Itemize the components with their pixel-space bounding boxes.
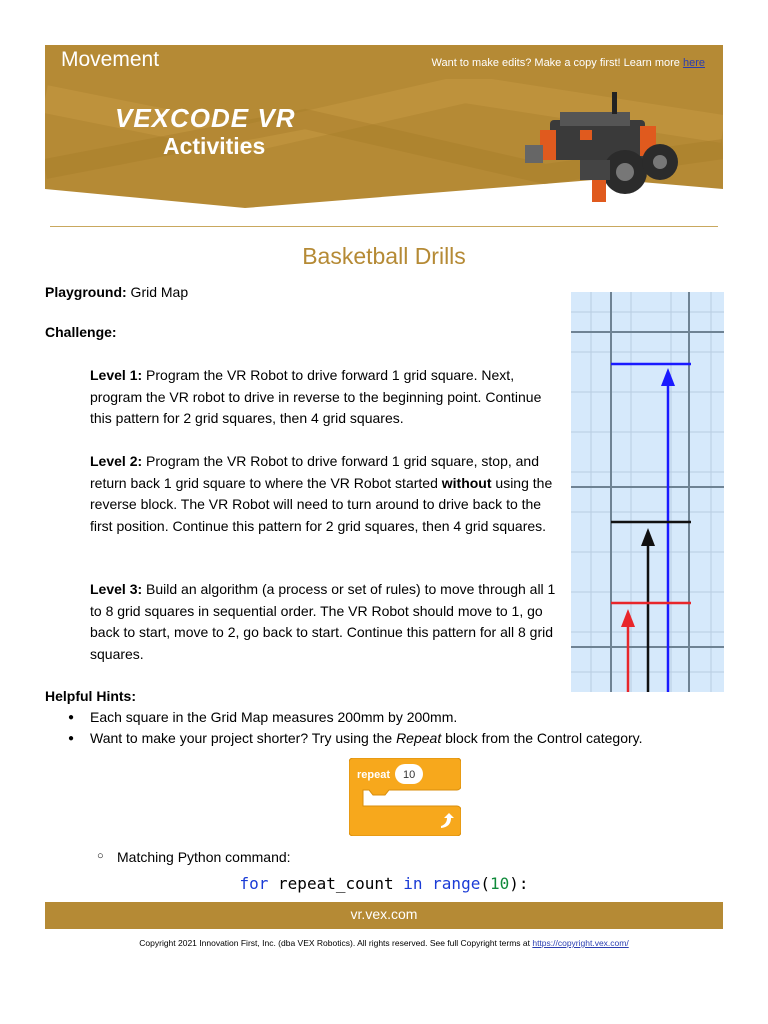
level-2-bold-word: without [441,474,492,491]
level-1-text: Program the VR Robot to drive forward 1 grid square. Next, program the VR robot to drive in reverse to the beginning point. Continue this pattern for 2 grid squares, then 4 grid squares. [90,367,542,426]
hints-list [45,707,643,749]
copyright-link[interactable]: https://copyright.vex.com/ [532,938,629,948]
playground-line [45,282,188,304]
repeat-block-count: 10 [403,769,416,781]
python-code [0,874,768,893]
hint-2-before: Want to make your project shorter? Try using the [90,730,397,746]
level-3-label: Level 3: [90,581,143,597]
python-label: ○ Matching Python command: [117,849,291,865]
level-1-label: Level 1: [90,367,143,383]
section-title: Movement [61,48,160,71]
divider [50,226,718,227]
challenge-label [45,322,117,344]
python-var: repeat_count [268,874,404,893]
robot-image [520,90,680,210]
playground-value: Grid Map [126,284,189,300]
level-3-text: Build an algorithm (a process or set of rules) to move through all 1 to 8 grid squares in sequential order. The VR Robot should move to 1, go back to start, move to 2, go back to start. Continue this pattern for all 8 grid squares. [90,581,556,662]
edit-note-text: Want to make edits? Make a copy first! Learn more [431,57,683,69]
python-arg: 10 [489,874,510,893]
hint-2-after: block from the Control category. [441,730,643,746]
hint-item [90,728,643,749]
helpful-hints [45,686,643,749]
header-banner [45,45,723,208]
python-fn: range [422,874,481,893]
repeat-block-image [349,758,461,836]
level-2-label: Level 2: [90,453,143,469]
hints-label: Helpful Hints: [45,688,136,704]
banner-subtitle: Activities [163,133,266,159]
hint-2-italic: Repeat [396,730,442,746]
python-kw-in: in [403,874,423,893]
python-close: ): [509,874,529,893]
hint-1-text: Each square in the Grid Map measures 200mm by 200mm. [90,709,458,725]
playground-label: Playground: [45,284,127,300]
banner-top-bar [45,45,723,79]
copyright-line [0,938,768,948]
level-2-text-after: using the reverse block. The VR Robot will need to turn around to drive back to the first position. Continue this pattern for 2 grid squares, then 4 grid squares. [90,474,553,534]
footer-bar: vr.vex.com [45,902,723,929]
learn-more-link[interactable]: here [682,57,705,69]
edit-note [431,57,705,69]
repeat-block-label: repeat [357,769,391,781]
page-title: Basketball Drills [302,243,466,269]
level-3-paragraph [90,579,560,665]
python-kw-for: for [239,874,269,893]
grid-map-diagram [571,292,724,692]
python-open: ( [480,874,490,893]
challenge-label-text: Challenge: [45,324,117,340]
hint-item [90,707,643,728]
level-2-paragraph [90,451,560,537]
level-2-text-before: Program the VR Robot to drive forward 1 grid square, stop, and return back 1 grid square to where the VR Robot started [90,453,540,491]
vexcode-logo: VEXCODE VR [115,103,296,133]
level-1-paragraph [90,365,560,430]
copyright-text: Copyright 2021 Innovation First, Inc. (dba VEX Robotics). All rights reserved. See full Copyright terms at [139,938,533,948]
